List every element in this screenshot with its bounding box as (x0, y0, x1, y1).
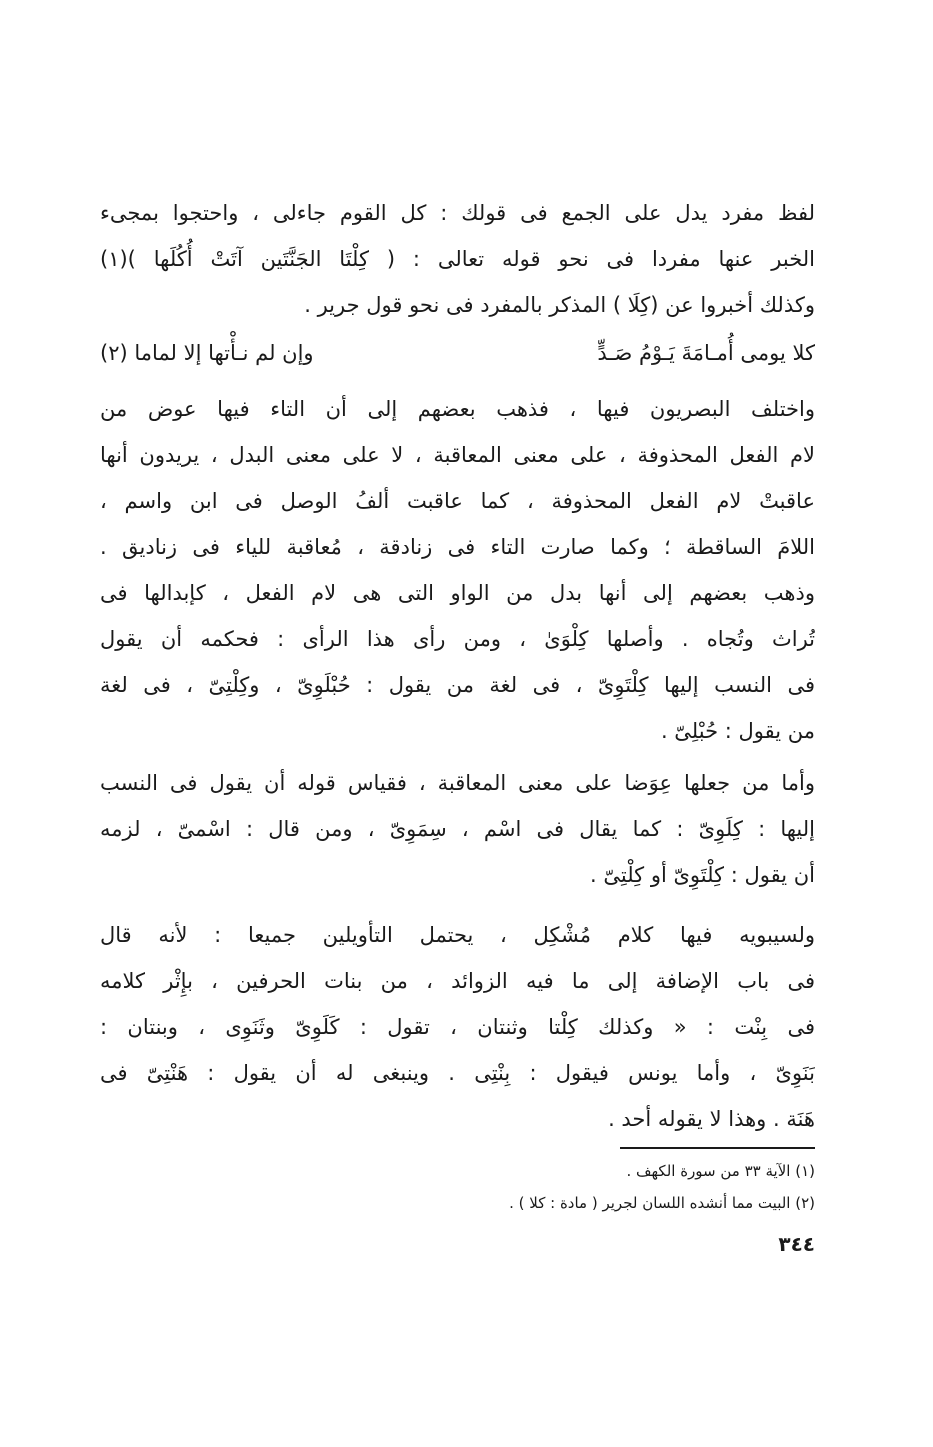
text-line: من يقول : حُبْلِىّ . (660, 719, 815, 743)
paragraph-2 (100, 386, 815, 754)
text-line: هَنَة . وهذا لا يقوله أحد . (608, 1107, 815, 1131)
text-line: فى باب الإضافة إلى ما فيه الزوائد ، من بنات الحرفين ، بإِثْر كلامه (100, 969, 815, 993)
text-line: اللامَ الساقطة ؛ وكما صارت التاء فى زنادقة ، مُعاقبة للياء فى زناديق . (100, 535, 815, 559)
paragraph-3 (100, 760, 815, 898)
text-line: فى بِنْت : « وكذلك كِلْتا وثنتان ، تقول : كَلَوِىّ وثَنَوِى ، وبنتان : (100, 1015, 815, 1039)
text-line: لام الفعل المحذوفة ، على معنى المعاقبة ، لا على معنى البدل ، يريدون أنها (100, 443, 815, 467)
poetry-verse (100, 330, 815, 376)
text-line: واختلف البصريون فيها ، فذهب بعضهم إلى أن التاء فيها عوض من (100, 397, 815, 421)
text-line: أن يقول : كِلْتَوِىّ أو كِلْتِىّ . (590, 863, 815, 887)
footnote-2: (٢) البيت مما أنشده اللسان لجرير ( مادة : كلا ) . (509, 1194, 815, 1212)
text-line: عاقبتْ لام الفعل المحذوفة ، كما عاقبت ألفُ الوصل فى ابن واسم ، (100, 489, 815, 513)
text-line: الخبر عنها مفردا فى نحو قوله تعالى : ( كِلْتَا الجَنَّتَين آتَتْ أُكُلَها )(١) (100, 247, 815, 271)
text-line: فى النسب إليها كِلْتَوِىّ ، فى لغة من يقول : حُبْلَوِىّ ، وكِلْتِىّ ، فى لغة (100, 673, 815, 697)
text-line: لفظ مفرد يدل على الجمع فى قولك : كل القوم جاءلى ، واحتجوا بمجىء (100, 201, 815, 225)
paragraph-1 (100, 190, 815, 328)
footnote-1: (١) الآية ٣٣ من سورة الكهف . (626, 1162, 815, 1180)
text-line: بَنَوِىّ ، وأما يونس فيقول : بِنْتِى . وينبغى له أن يقول : هَنْتِىّ فى (100, 1061, 815, 1085)
verse-second-hemistich: وإن لم نـأْتها إلا لماما (٢) (100, 341, 314, 365)
footnotes (300, 1155, 815, 1219)
verse-first-hemistich: كلا يومى أُمـامَةَ يَـوْمُ صَـدٍّ (597, 341, 815, 365)
footnote-divider (620, 1147, 815, 1149)
text-line: ولسيبويه فيها كلام مُشْكِل ، يحتمل التأويلين جميعا : لأنه قال (100, 923, 815, 947)
text-line: إليها : كِلَوِىّ : كما يقال فى اسْم ، سِمَوِىّ ، ومن قال : اسْمىّ ، لزمه (100, 817, 815, 841)
text-line: تُراث وتُجاه . وأصلها كِلْوَىٰ ، ومن رأى هذا الرأى : فحكمه أن يقول (100, 627, 815, 651)
text-line: وأما من جعلها عِوَضا على معنى المعاقبة ، فقياس قوله أن يقول فى النسب (100, 771, 815, 795)
paragraph-4 (100, 912, 815, 1142)
text-line: وكذلك أخبروا عن (كِلَا ) المذكر بالمفرد فى نحو قول جرير . (304, 293, 815, 317)
text-line: وذهب بعضهم إلى أنها بدل من الواو التى هى لام الفعل ، كإبدالها فى (100, 581, 815, 605)
page-number: ٣٤٤ (778, 1232, 815, 1256)
